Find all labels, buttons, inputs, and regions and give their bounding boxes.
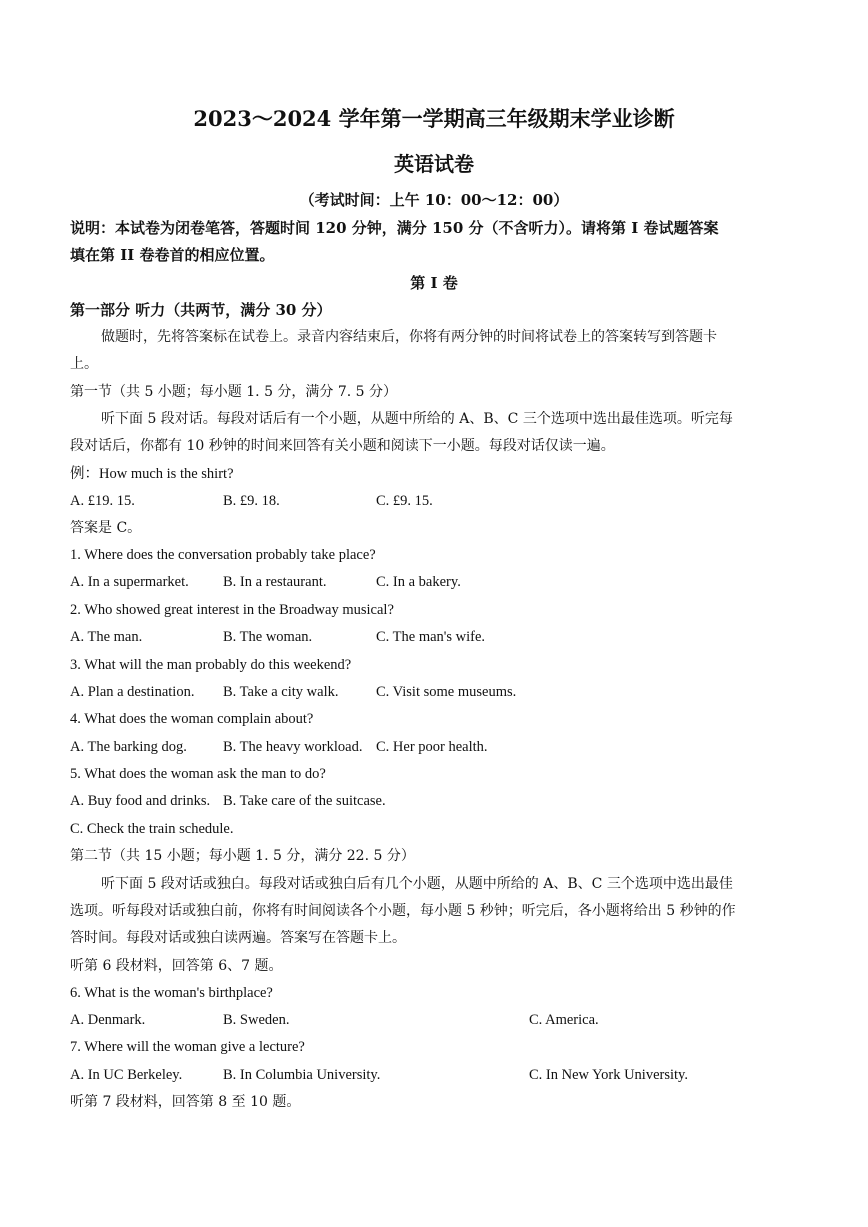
question-4-option-b: B. The heavy workload. [223,739,363,755]
exam-title: 2023～2024 学年第一学期高三年级期末学业诊断 [193,106,675,131]
question-1: 1. Where does the conversation probably take place? [70,547,376,563]
material-7-heading: 听第 7 段材料，回答第 8 至 10 题。 [70,1094,301,1110]
question-6-option-b: B. Sweden. [223,1012,290,1028]
question-5-option-a: A. Buy food and drinks. [70,793,211,809]
section2-instr-line-3: 答时间。每段对话或独白读两遍。答案写在答题卡上。 [70,930,406,946]
section2-instr-line-2: 选项。听每段对话或独白前，你将有时间阅读各个小题，每小题 5 秒钟；听完后，各小题将给出 5 秒钟的作 [70,903,736,919]
question-5: 5. What does the woman ask the man to do? [70,766,326,782]
question-5-option-b: B. Take care of the suitcase. [223,793,386,809]
section1-heading: 第一节（共 5 小题；每小题 1. 5 分，满分 7. 5 分） [70,384,398,400]
question-7-option-a: A. In UC Berkeley. [70,1067,183,1083]
example-answer: 答案是 C。 [70,520,142,536]
question-1-option-a: A. In a supermarket. [70,574,189,590]
example-option-c: C. £9. 15. [376,493,433,509]
question-3-option-a: A. Plan a destination. [70,684,195,700]
question-2-option-a: A. The man. [70,629,143,645]
example-question: 例：How much is the shirt? [70,466,234,482]
question-2-option-c: C. The man's wife. [376,629,486,645]
question-5-option-c: C. Check the train schedule. [70,821,234,837]
question-6-option-a: A. Denmark. [70,1012,146,1028]
exam-subtitle: 英语试卷 [394,152,474,176]
question-6: 6. What is the woman's birthplace? [70,985,273,1001]
part1-intro-line-1: 做题时，先将答案标在试卷上。录音内容结束后，你将有两分钟的时间将试卷上的答案转写到答题卡 [101,329,717,345]
material-6-heading: 听第 6 段材料，回答第 6、7 题。 [70,958,283,974]
section2-instr-line-1: 听下面 5 段对话或独白。每段对话或独白后有几个小题，从题中所给的 A、B、C 三个选项中选出最佳 [101,876,733,892]
question-2: 2. Who showed great interest in the Broadway musical? [70,602,394,618]
question-1-option-b: B. In a restaurant. [223,574,327,590]
question-7-option-c: C. In New York University. [529,1067,688,1083]
part1-heading: 第一部分 听力（共两节，满分 30 分） [70,301,332,319]
question-7-option-b: B. In Columbia University. [223,1067,381,1083]
exam-time: （考试时间：上午 10：00～12：00） [299,191,569,209]
example-option-b: B. £9. 18. [223,493,280,509]
section2-heading: 第二节（共 15 小题；每小题 1. 5 分，满分 22. 5 分） [70,848,415,864]
example-option-a: A. £19. 15. [70,493,135,509]
section1-instr-line-1: 听下面 5 段对话。每段对话后有一个小题，从题中所给的 A、B、C 三个选项中选出最佳选项。听完每 [101,411,733,427]
question-1-option-c: C. In a bakery. [376,574,461,590]
question-7: 7. Where will the woman give a lecture? [70,1039,305,1055]
question-6-option-c: C. America. [529,1012,599,1028]
question-2-option-b: B. The woman. [223,629,313,645]
question-4-option-c: C. Her poor health. [376,739,488,755]
question-4-option-a: A. The barking dog. [70,739,187,755]
volume-title: 第 I 卷 [410,274,458,292]
question-3: 3. What will the man probably do this weekend? [70,657,352,673]
question-3-option-c: C. Visit some museums. [376,684,517,700]
instructions-line-1: 说明：本试卷为闭卷笔答，答题时间 120 分钟，满分 150 分（不含听力）。请将第 I 卷试题答案 [70,219,719,237]
section1-instr-line-2: 段对话后，你都有 10 秒钟的时间来回答有关小题和阅读下一小题。每段对话仅读一遍。 [70,438,615,454]
question-4: 4. What does the woman complain about? [70,711,314,727]
part1-intro-line-2: 上。 [70,356,98,372]
instructions-line-2: 填在第 II 卷卷首的相应位置。 [70,246,275,264]
question-3-option-b: B. Take a city walk. [223,684,339,700]
